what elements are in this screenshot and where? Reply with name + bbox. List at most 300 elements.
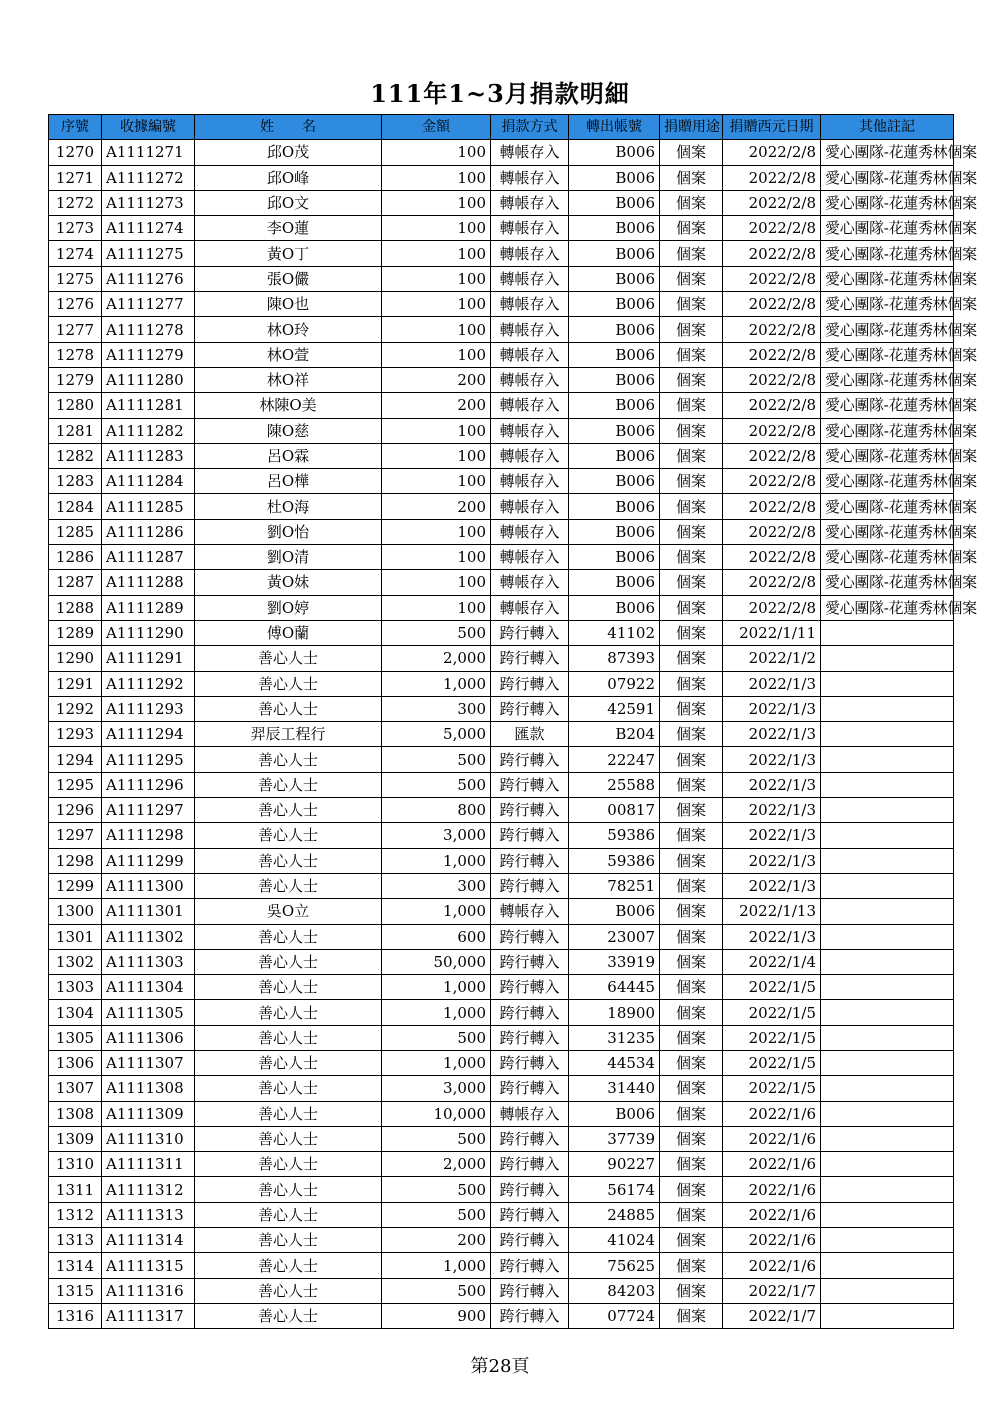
name-cell: 黃O丁 xyxy=(195,241,382,266)
table-row xyxy=(49,848,954,873)
note-cell: 愛心團隊-花蓮秀林個案 xyxy=(821,190,954,215)
method-cell: 轉帳存入 xyxy=(491,545,569,570)
note-cell: 愛心團隊-花蓮秀林個案 xyxy=(821,367,954,392)
account-cell: B006 xyxy=(569,393,660,418)
receipt-cell: A1111272 xyxy=(102,165,195,190)
name-cell: 善心人士 xyxy=(195,671,382,696)
method-cell: 轉帳存入 xyxy=(491,190,569,215)
purpose-cell: 個案 xyxy=(660,949,723,974)
amount-cell: 3,000 xyxy=(382,823,491,848)
purpose-cell: 個案 xyxy=(660,140,723,165)
account-cell: 23007 xyxy=(569,924,660,949)
note-cell xyxy=(821,1303,954,1328)
purpose-cell: 個案 xyxy=(660,469,723,494)
amount-cell: 500 xyxy=(382,1126,491,1151)
note-cell xyxy=(821,772,954,797)
amount-cell: 200 xyxy=(382,1228,491,1253)
method-cell: 跨行轉入 xyxy=(491,696,569,721)
name-cell: 善心人士 xyxy=(195,772,382,797)
seq-cell: 1276 xyxy=(49,292,102,317)
amount-cell: 100 xyxy=(382,241,491,266)
note-cell xyxy=(821,1177,954,1202)
amount-cell: 1,000 xyxy=(382,899,491,924)
receipt-cell: A1111298 xyxy=(102,823,195,848)
account-cell: 87393 xyxy=(569,646,660,671)
method-cell: 跨行轉入 xyxy=(491,1278,569,1303)
receipt-cell: A1111293 xyxy=(102,696,195,721)
table-row xyxy=(49,1000,954,1025)
name-cell: 林O祥 xyxy=(195,367,382,392)
method-cell: 跨行轉入 xyxy=(491,848,569,873)
method-cell: 轉帳存入 xyxy=(491,393,569,418)
amount-cell: 100 xyxy=(382,216,491,241)
account-cell: 42591 xyxy=(569,696,660,721)
purpose-cell: 個案 xyxy=(660,216,723,241)
note-cell xyxy=(821,873,954,898)
method-cell: 跨行轉入 xyxy=(491,1228,569,1253)
method-cell: 轉帳存入 xyxy=(491,595,569,620)
amount-cell: 200 xyxy=(382,494,491,519)
note-cell xyxy=(821,1152,954,1177)
table-row xyxy=(49,494,954,519)
method-cell: 匯款 xyxy=(491,722,569,747)
note-cell xyxy=(821,1253,954,1278)
name-cell: 邱O峰 xyxy=(195,165,382,190)
account-cell: 31235 xyxy=(569,1025,660,1050)
seq-cell: 1287 xyxy=(49,570,102,595)
table-row xyxy=(49,317,954,342)
purpose-cell: 個案 xyxy=(660,1101,723,1126)
donation-table xyxy=(48,114,977,1329)
name-cell: 善心人士 xyxy=(195,646,382,671)
account-cell: B006 xyxy=(569,519,660,544)
note-cell: 愛心團隊-花蓮秀林個案 xyxy=(821,292,954,317)
purpose-cell: 個案 xyxy=(660,1228,723,1253)
seq-cell: 1307 xyxy=(49,1076,102,1101)
account-cell: B006 xyxy=(569,317,660,342)
account-cell: 25588 xyxy=(569,772,660,797)
note-cell: 愛心團隊-花蓮秀林個案 xyxy=(821,140,954,165)
amount-cell: 300 xyxy=(382,696,491,721)
amount-cell: 1,000 xyxy=(382,1050,491,1075)
account-cell: B006 xyxy=(569,266,660,291)
note-cell xyxy=(821,620,954,645)
amount-cell: 200 xyxy=(382,393,491,418)
account-cell: 24885 xyxy=(569,1202,660,1227)
table-row xyxy=(49,620,954,645)
note-cell: 愛心團隊-花蓮秀林個案 xyxy=(821,418,954,443)
receipt-cell: A1111303 xyxy=(102,949,195,974)
method-cell: 跨行轉入 xyxy=(491,772,569,797)
date-cell: 2022/1/5 xyxy=(723,1050,821,1075)
purpose-cell: 個案 xyxy=(660,241,723,266)
method-cell: 跨行轉入 xyxy=(491,1050,569,1075)
amount-cell: 100 xyxy=(382,190,491,215)
page-title: 111年1~3月捐款明細 xyxy=(370,79,630,108)
note-cell: 愛心團隊-花蓮秀林個案 xyxy=(821,216,954,241)
account-cell: B006 xyxy=(569,342,660,367)
seq-cell: 1312 xyxy=(49,1202,102,1227)
note-cell xyxy=(821,1076,954,1101)
receipt-cell: A1111271 xyxy=(102,140,195,165)
header-purpose: 捐贈用途 xyxy=(660,115,723,140)
name-cell: 善心人士 xyxy=(195,747,382,772)
method-cell: 跨行轉入 xyxy=(491,1303,569,1328)
amount-cell: 100 xyxy=(382,443,491,468)
name-cell: 李O蓮 xyxy=(195,216,382,241)
table-row xyxy=(49,443,954,468)
note-cell xyxy=(821,747,954,772)
account-cell: 00817 xyxy=(569,798,660,823)
seq-cell: 1298 xyxy=(49,848,102,873)
receipt-cell: A1111284 xyxy=(102,469,195,494)
seq-cell: 1311 xyxy=(49,1177,102,1202)
name-cell: 善心人士 xyxy=(195,1303,382,1328)
date-cell: 2022/1/5 xyxy=(723,1025,821,1050)
receipt-cell: A1111296 xyxy=(102,772,195,797)
table-row xyxy=(49,1303,954,1328)
amount-cell: 100 xyxy=(382,469,491,494)
name-cell: 呂O樺 xyxy=(195,469,382,494)
account-cell: 59386 xyxy=(569,823,660,848)
name-cell: 善心人士 xyxy=(195,1126,382,1151)
seq-cell: 1290 xyxy=(49,646,102,671)
receipt-cell: A1111314 xyxy=(102,1228,195,1253)
method-cell: 轉帳存入 xyxy=(491,266,569,291)
name-cell: 善心人士 xyxy=(195,1202,382,1227)
date-cell: 2022/1/6 xyxy=(723,1228,821,1253)
table-row xyxy=(49,570,954,595)
seq-cell: 1314 xyxy=(49,1253,102,1278)
method-cell: 轉帳存入 xyxy=(491,216,569,241)
purpose-cell: 個案 xyxy=(660,1177,723,1202)
purpose-cell: 個案 xyxy=(660,595,723,620)
method-cell: 跨行轉入 xyxy=(491,1177,569,1202)
date-cell: 2022/1/3 xyxy=(723,924,821,949)
table-row xyxy=(49,165,954,190)
amount-cell: 500 xyxy=(382,772,491,797)
account-cell: B006 xyxy=(569,469,660,494)
account-cell: 37739 xyxy=(569,1126,660,1151)
table-row xyxy=(49,1126,954,1151)
method-cell: 轉帳存入 xyxy=(491,292,569,317)
method-cell: 轉帳存入 xyxy=(491,241,569,266)
note-cell: 愛心團隊-花蓮秀林個案 xyxy=(821,494,954,519)
date-cell: 2022/1/6 xyxy=(723,1126,821,1151)
account-cell: 07922 xyxy=(569,671,660,696)
seq-cell: 1275 xyxy=(49,266,102,291)
receipt-cell: A1111291 xyxy=(102,646,195,671)
seq-cell: 1299 xyxy=(49,873,102,898)
receipt-cell: A1111295 xyxy=(102,747,195,772)
seq-cell: 1306 xyxy=(49,1050,102,1075)
amount-cell: 100 xyxy=(382,140,491,165)
date-cell: 2022/1/5 xyxy=(723,1076,821,1101)
seq-cell: 1288 xyxy=(49,595,102,620)
table-row xyxy=(49,798,954,823)
name-cell: 呂O霖 xyxy=(195,443,382,468)
seq-cell: 1315 xyxy=(49,1278,102,1303)
name-cell: 善心人士 xyxy=(195,848,382,873)
note-cell: 愛心團隊-花蓮秀林個案 xyxy=(821,469,954,494)
date-cell: 2022/1/5 xyxy=(723,975,821,1000)
amount-cell: 10,000 xyxy=(382,1101,491,1126)
receipt-cell: A1111307 xyxy=(102,1050,195,1075)
table-row xyxy=(49,1278,954,1303)
receipt-cell: A1111282 xyxy=(102,418,195,443)
purpose-cell: 個案 xyxy=(660,924,723,949)
method-cell: 跨行轉入 xyxy=(491,975,569,1000)
seq-cell: 1309 xyxy=(49,1126,102,1151)
amount-cell: 1,000 xyxy=(382,1253,491,1278)
note-cell xyxy=(821,1025,954,1050)
note-cell xyxy=(821,1126,954,1151)
method-cell: 跨行轉入 xyxy=(491,1152,569,1177)
purpose-cell: 個案 xyxy=(660,899,723,924)
date-cell: 2022/1/6 xyxy=(723,1152,821,1177)
amount-cell: 500 xyxy=(382,747,491,772)
account-cell: B006 xyxy=(569,595,660,620)
header-seq: 序號 xyxy=(49,115,102,140)
amount-cell: 1,000 xyxy=(382,848,491,873)
date-cell: 2022/2/8 xyxy=(723,570,821,595)
receipt-cell: A1111275 xyxy=(102,241,195,266)
date-cell: 2022/1/13 xyxy=(723,899,821,924)
account-cell: 59386 xyxy=(569,848,660,873)
table-row xyxy=(49,1101,954,1126)
method-cell: 跨行轉入 xyxy=(491,1126,569,1151)
method-cell: 轉帳存入 xyxy=(491,519,569,544)
date-cell: 2022/1/6 xyxy=(723,1253,821,1278)
note-cell: 愛心團隊-花蓮秀林個案 xyxy=(821,595,954,620)
table-row xyxy=(49,949,954,974)
name-cell: 林O萱 xyxy=(195,342,382,367)
purpose-cell: 個案 xyxy=(660,1126,723,1151)
amount-cell: 500 xyxy=(382,1202,491,1227)
note-cell xyxy=(821,798,954,823)
amount-cell: 800 xyxy=(382,798,491,823)
amount-cell: 500 xyxy=(382,620,491,645)
method-cell: 轉帳存入 xyxy=(491,494,569,519)
receipt-cell: A1111316 xyxy=(102,1278,195,1303)
seq-cell: 1283 xyxy=(49,469,102,494)
name-cell: 善心人士 xyxy=(195,1101,382,1126)
receipt-cell: A1111283 xyxy=(102,443,195,468)
receipt-cell: A1111274 xyxy=(102,216,195,241)
account-cell: 90227 xyxy=(569,1152,660,1177)
purpose-cell: 個案 xyxy=(660,317,723,342)
date-cell: 2022/2/8 xyxy=(723,418,821,443)
table-row xyxy=(49,772,954,797)
table-row xyxy=(49,1228,954,1253)
table-row xyxy=(49,975,954,1000)
date-cell: 2022/2/8 xyxy=(723,545,821,570)
account-cell: 18900 xyxy=(569,1000,660,1025)
method-cell: 轉帳存入 xyxy=(491,469,569,494)
purpose-cell: 個案 xyxy=(660,1303,723,1328)
seq-cell: 1303 xyxy=(49,975,102,1000)
date-cell: 2022/1/3 xyxy=(723,722,821,747)
table-row xyxy=(49,545,954,570)
seq-cell: 1294 xyxy=(49,747,102,772)
table-row xyxy=(49,722,954,747)
name-cell: 善心人士 xyxy=(195,924,382,949)
amount-cell: 500 xyxy=(382,1278,491,1303)
purpose-cell: 個案 xyxy=(660,1000,723,1025)
note-cell: 愛心團隊-花蓮秀林個案 xyxy=(821,266,954,291)
purpose-cell: 個案 xyxy=(660,823,723,848)
method-cell: 跨行轉入 xyxy=(491,1076,569,1101)
method-cell: 跨行轉入 xyxy=(491,1025,569,1050)
date-cell: 2022/2/8 xyxy=(723,317,821,342)
purpose-cell: 個案 xyxy=(660,722,723,747)
receipt-cell: A1111309 xyxy=(102,1101,195,1126)
date-cell: 2022/1/4 xyxy=(723,949,821,974)
date-cell: 2022/1/11 xyxy=(723,620,821,645)
receipt-cell: A1111292 xyxy=(102,671,195,696)
header-date: 捐贈西元日期 xyxy=(723,115,821,140)
purpose-cell: 個案 xyxy=(660,292,723,317)
purpose-cell: 個案 xyxy=(660,747,723,772)
seq-cell: 1308 xyxy=(49,1101,102,1126)
method-cell: 轉帳存入 xyxy=(491,140,569,165)
receipt-cell: A1111287 xyxy=(102,545,195,570)
seq-cell: 1291 xyxy=(49,671,102,696)
date-cell: 2022/1/2 xyxy=(723,646,821,671)
purpose-cell: 個案 xyxy=(660,190,723,215)
name-cell: 善心人士 xyxy=(195,949,382,974)
account-cell: 78251 xyxy=(569,873,660,898)
seq-cell: 1279 xyxy=(49,367,102,392)
account-cell: 84203 xyxy=(569,1278,660,1303)
seq-cell: 1282 xyxy=(49,443,102,468)
amount-cell: 100 xyxy=(382,570,491,595)
receipt-cell: A1111313 xyxy=(102,1202,195,1227)
name-cell: 劉O婷 xyxy=(195,595,382,620)
table-row xyxy=(49,1177,954,1202)
seq-cell: 1274 xyxy=(49,241,102,266)
note-cell xyxy=(821,1000,954,1025)
date-cell: 2022/2/8 xyxy=(723,216,821,241)
account-cell: B006 xyxy=(569,1101,660,1126)
method-cell: 轉帳存入 xyxy=(491,342,569,367)
table-row xyxy=(49,1253,954,1278)
date-cell: 2022/2/8 xyxy=(723,519,821,544)
table-row xyxy=(49,241,954,266)
seq-cell: 1292 xyxy=(49,696,102,721)
seq-cell: 1297 xyxy=(49,823,102,848)
method-cell: 轉帳存入 xyxy=(491,165,569,190)
amount-cell: 200 xyxy=(382,367,491,392)
account-cell: B006 xyxy=(569,140,660,165)
note-cell: 愛心團隊-花蓮秀林個案 xyxy=(821,545,954,570)
purpose-cell: 個案 xyxy=(660,798,723,823)
method-cell: 跨行轉入 xyxy=(491,1000,569,1025)
method-cell: 跨行轉入 xyxy=(491,671,569,696)
purpose-cell: 個案 xyxy=(660,342,723,367)
seq-cell: 1272 xyxy=(49,190,102,215)
method-cell: 轉帳存入 xyxy=(491,899,569,924)
method-cell: 跨行轉入 xyxy=(491,646,569,671)
date-cell: 2022/2/8 xyxy=(723,292,821,317)
table-row xyxy=(49,140,954,165)
name-cell: 善心人士 xyxy=(195,1177,382,1202)
note-cell: 愛心團隊-花蓮秀林個案 xyxy=(821,165,954,190)
amount-cell: 1,000 xyxy=(382,1000,491,1025)
account-cell: B006 xyxy=(569,165,660,190)
receipt-cell: A1111302 xyxy=(102,924,195,949)
receipt-cell: A1111294 xyxy=(102,722,195,747)
table-row xyxy=(49,747,954,772)
account-cell: 33919 xyxy=(569,949,660,974)
date-cell: 2022/2/8 xyxy=(723,443,821,468)
amount-cell: 1,000 xyxy=(382,671,491,696)
date-cell: 2022/1/3 xyxy=(723,823,821,848)
note-cell xyxy=(821,899,954,924)
seq-cell: 1284 xyxy=(49,494,102,519)
account-cell: B204 xyxy=(569,722,660,747)
table-row xyxy=(49,873,954,898)
amount-cell: 100 xyxy=(382,317,491,342)
table-row xyxy=(49,1050,954,1075)
method-cell: 跨行轉入 xyxy=(491,620,569,645)
name-cell: 羿辰工程行 xyxy=(195,722,382,747)
date-cell: 2022/2/8 xyxy=(723,595,821,620)
name-cell: 善心人士 xyxy=(195,1076,382,1101)
name-cell: 黃O妹 xyxy=(195,570,382,595)
amount-cell: 100 xyxy=(382,165,491,190)
purpose-cell: 個案 xyxy=(660,545,723,570)
receipt-cell: A1111299 xyxy=(102,848,195,873)
account-cell: B006 xyxy=(569,570,660,595)
account-cell: 07724 xyxy=(569,1303,660,1328)
amount-cell: 500 xyxy=(382,1025,491,1050)
note-cell xyxy=(821,848,954,873)
date-cell: 2022/2/8 xyxy=(723,190,821,215)
account-cell: B006 xyxy=(569,292,660,317)
amount-cell: 50,000 xyxy=(382,949,491,974)
purpose-cell: 個案 xyxy=(660,1025,723,1050)
note-cell xyxy=(821,696,954,721)
account-cell: 75625 xyxy=(569,1253,660,1278)
method-cell: 跨行轉入 xyxy=(491,1253,569,1278)
table-row xyxy=(49,1025,954,1050)
seq-cell: 1289 xyxy=(49,620,102,645)
seq-cell: 1296 xyxy=(49,798,102,823)
receipt-cell: A1111280 xyxy=(102,367,195,392)
name-cell: 善心人士 xyxy=(195,873,382,898)
note-cell: 愛心團隊-花蓮秀林個案 xyxy=(821,570,954,595)
receipt-cell: A1111285 xyxy=(102,494,195,519)
amount-cell: 300 xyxy=(382,873,491,898)
amount-cell: 5,000 xyxy=(382,722,491,747)
name-cell: 善心人士 xyxy=(195,798,382,823)
table-row xyxy=(49,367,954,392)
account-cell: 56174 xyxy=(569,1177,660,1202)
name-cell: 善心人士 xyxy=(195,1050,382,1075)
date-cell: 2022/1/3 xyxy=(723,747,821,772)
table-row xyxy=(49,519,954,544)
header-method: 捐款方式 xyxy=(491,115,569,140)
name-cell: 邱O茂 xyxy=(195,140,382,165)
table-row xyxy=(49,216,954,241)
seq-cell: 1316 xyxy=(49,1303,102,1328)
name-cell: 善心人士 xyxy=(195,1152,382,1177)
seq-cell: 1281 xyxy=(49,418,102,443)
note-cell xyxy=(821,671,954,696)
name-cell: 林O玲 xyxy=(195,317,382,342)
receipt-cell: A1111301 xyxy=(102,899,195,924)
